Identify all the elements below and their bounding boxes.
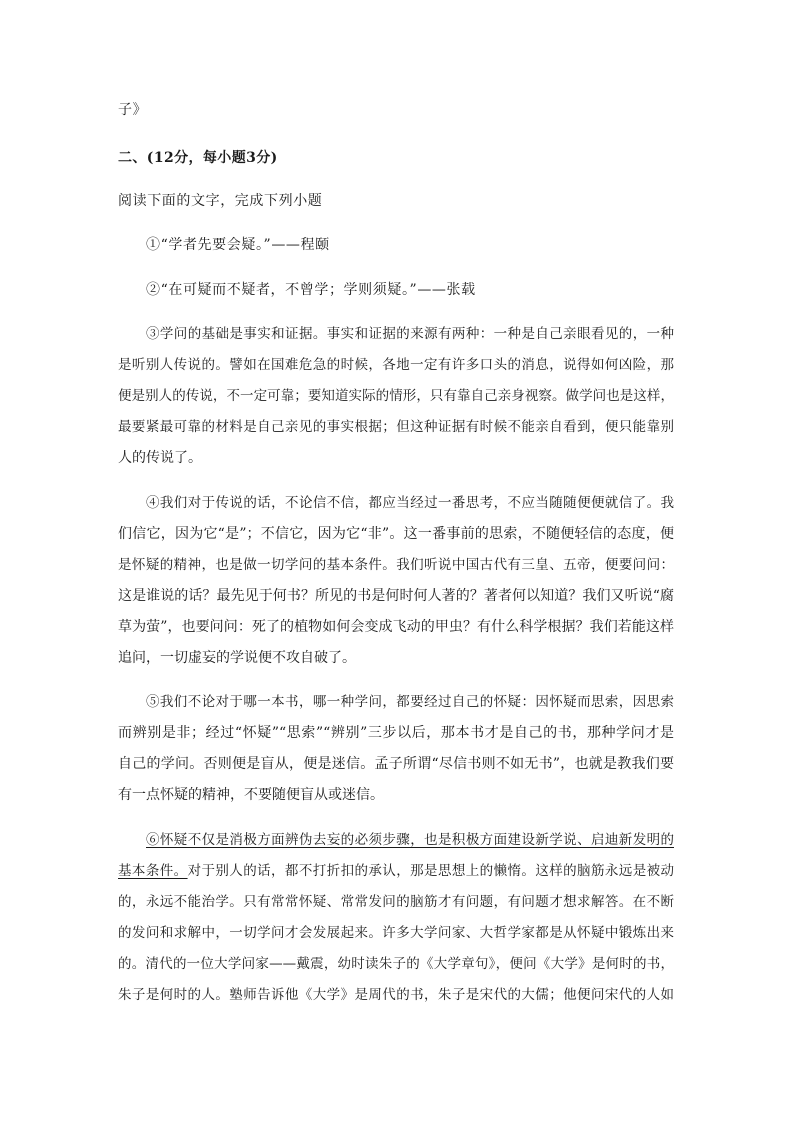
paragraph-line: 是怀疑的精神，也是做一切学问的基本条件。我们听说中国古代有三皇、五帝，便要问问： [118,557,674,573]
paragraph-line: 自己的学问。否则便是盲从，便是迷信。孟子所谓“尽信书则不如无书”，也就是教我们要 [118,756,674,772]
paragraph-line: 便是别人的传说，不一定可靠；要知道实际的情形，只有靠自己亲身视察。做学问也是这样， [118,388,674,404]
paragraph-line-rest: 对于别人的话，都不打折扣的承认，那是思想上的懒惰。这样的脑筋永远是被动 [187,863,675,879]
paragraph-line: ⑤我们不论对于哪一本书，哪一种学问，都要经过自己的怀疑：因怀疑而思索，因思索 [146,694,674,710]
paragraph-line: 有一点怀疑的精神，不要随便盲从或迷信。 [118,787,384,803]
paragraph-line: ③学问的基础是事实和证据。事实和证据的来源有两种：一种是自己亲眼看见的，一种 [146,326,674,342]
paragraph-line: ④我们对于传说的话，不论信不信，都应当经过一番思考，不应当随随便便就信了。我 [146,495,674,511]
paragraph-line: 的，永远不能治学。只有常常怀疑、常常发问的脑筋才有问题，有问题才想求解答。在不断 [118,894,674,910]
paragraph-line: 人的传说了。 [118,450,202,466]
paragraph-line: 是听别人传说的。譬如在国难危急的时候，各地一定有许多口头的消息，说得如何凶险，那 [118,357,674,373]
section-heading: 二、(12分，每小题3分) [118,150,278,166]
paragraph-line: 这是谁说的话？最先见于何书？所见的书是何时何人著的？著者何以知道？我们又听说“腐 [118,588,674,604]
section-instruction: 阅读下面的文字，完成下列小题 [118,193,323,209]
paragraph-line: 追问，一切虚妄的学说便不攻自破了。 [118,650,356,666]
page-top-fragment: 子》 [118,102,148,118]
paragraph-line: 草为萤”，也要问问：死了的植物如何会变成飞动的甲虫？有什么科学根据？我们若能这样 [118,619,674,635]
underlined-sentence-end: 基本条件。 [118,863,188,879]
quote-1: ①“学者先要会疑。”——程颐 [146,237,330,253]
paragraph-line: 朱子是何时的人。塾师告诉他《大学》是周代的书，朱子是宋代的大儒；他便问宋代的人如 [118,987,674,1003]
paragraph-line: 而辨别是非；经过“怀疑”“思索”“辨别”三步以后，那本书才是自己的书，那种学问才是 [118,725,674,741]
underlined-sentence: ⑥怀疑不仅是消极方面辨伪去妄的必须步骤，也是积极方面建设新学说、启迪新发明的 [146,832,674,848]
paragraph-line: 们信它，因为它“是”；不信它，因为它“非”。这一番事前的思索，不随便轻信的态度，便 [118,526,674,542]
paragraph-line: 的发问和求解中，一切学问才会发展起来。许多大学问家、大哲学家都是从怀疑中锻炼出来 [118,925,674,941]
paragraph-line: 最要紧最可靠的材料是自己亲见的事实根据；但这种证据有时候不能亲自看到，便只能靠别 [118,419,674,435]
paragraph-line [118,861,674,881]
paragraph-line: 的。清代的一位大学问家——戴震，幼时读朱子的《大学章句》，便问《大学》是何时的书， [118,956,674,972]
quote-2: ②“在可疑而不疑者，不曾学；学则须疑。”——张载 [146,282,476,298]
